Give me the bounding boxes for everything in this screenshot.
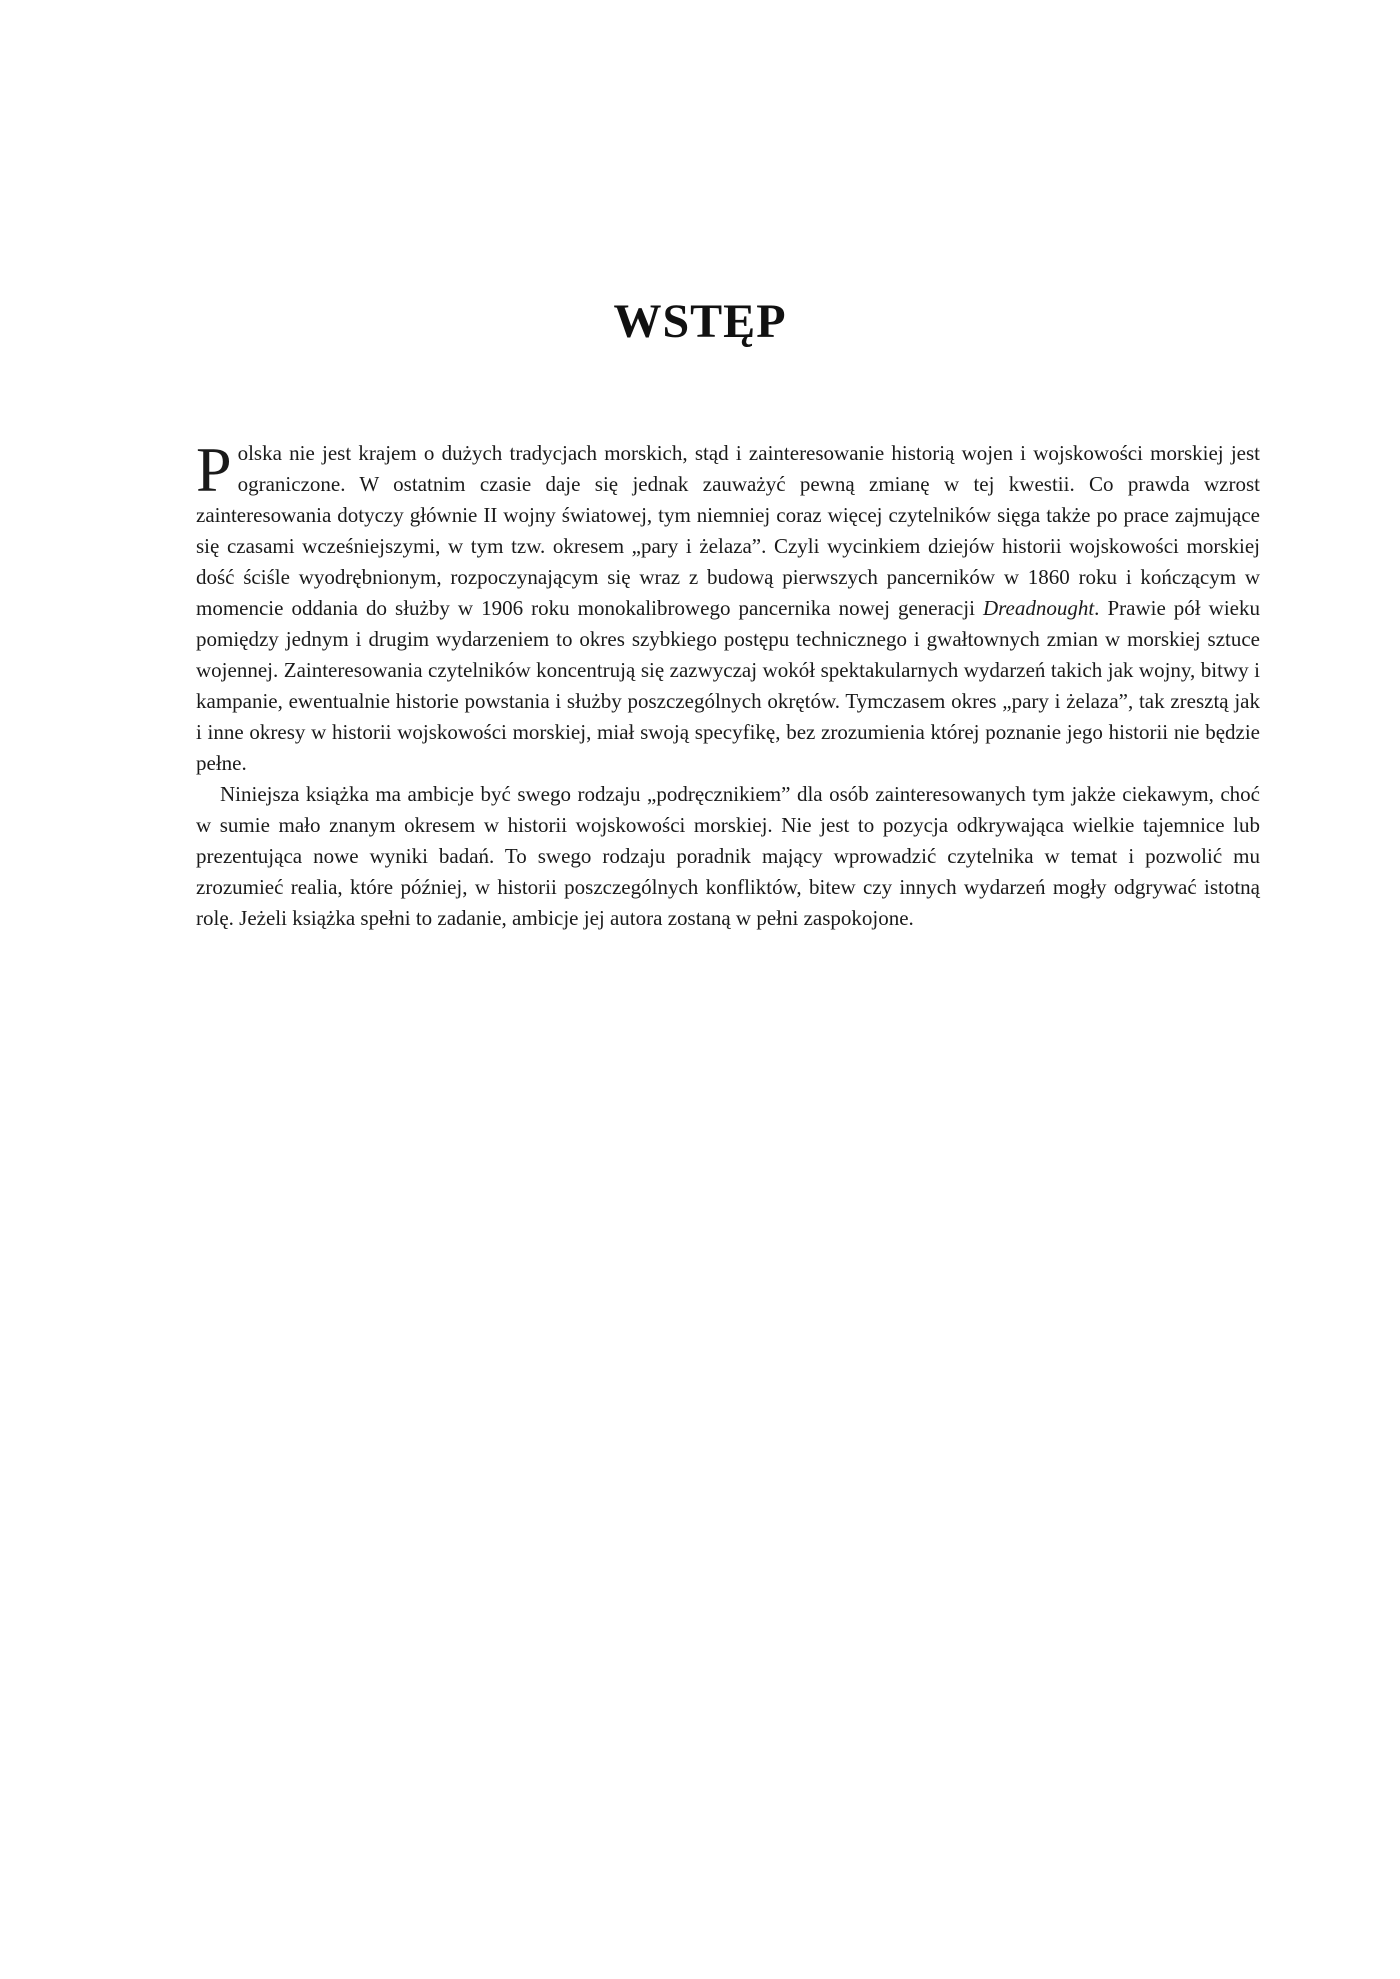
page-title: WSTĘP (613, 295, 787, 348)
paragraph-1-text-end: . Prawie pół wieku pomiędzy jednym i drugim wydarzeniem to okres szybkiego postępu technicznego i gwałtownych zmian w morskiej sztuce wojennej. Zainteresowania czytelników koncentrują się zazwyczaj wokół spektakularnych wydarzeń takich jak wojny, bitwy i kampanie, ewentualnie historie powstania i służby poszczególnych okrętów. Tymczasem okres „pary i żelaza”, tak zresztą jak i inne okresy w historii wojskowości morskiej, miał swoją specyfikę, bez zrozumienia której poznanie jego historii nie będzie pełne. (196, 596, 1260, 775)
paragraph-1-text-start: olska nie jest krajem o dużych tradycjach morskich, stąd i zainteresowanie historią wojen i wojskowości morskiej jest ograniczone. W ostatnim czasie daje się jednak zauważyć pewną zmianę w tej kwestii. Co prawda wzrost zainteresowania dotyczy głównie II wojny światowej, tym niemniej coraz więcej czytelników sięga także po prace zajmujące się czasami wcześniejszymi, w tym tzw. okresem „pary i żelaza”. Czyli wycinkiem dziejów historii wojskowości morskiej dość ściśle wyodrębnionym, rozpoczynającym się wraz z budową pierwszych pancerników w 1860 roku i kończącym w momencie oddania do służby w 1906 roku monokalibrowego pancernika nowej generacji (196, 441, 1260, 620)
paragraph-2: Niniejsza książka ma ambicje być swego rodzaju „podręcznikiem” dla osób zainteresowanych tym jakże ciekawym, choć w sumie mało znanym okresem w historii wojskowości morskiej. Nie jest to pozycja odkrywająca wielkie tajemnice lub prezentująca nowe wyniki badań. To swego rodzaju poradnik mający wprowadzić czytelnika w temat i pozwolić mu zrozumieć realia, które później, w historii poszczególnych konfliktów, bitew czy innych wydarzeń mogły odgrywać istotną rolę. Jeżeli książka spełni to zadanie, ambicje jej autora zostaną w pełni zaspokojone. (196, 782, 1260, 930)
paragraph-1 (196, 434, 1260, 779)
ship-name-italic: Dreadnought (982, 596, 1095, 620)
drop-cap: P (196, 434, 232, 505)
body-text (196, 434, 1260, 934)
